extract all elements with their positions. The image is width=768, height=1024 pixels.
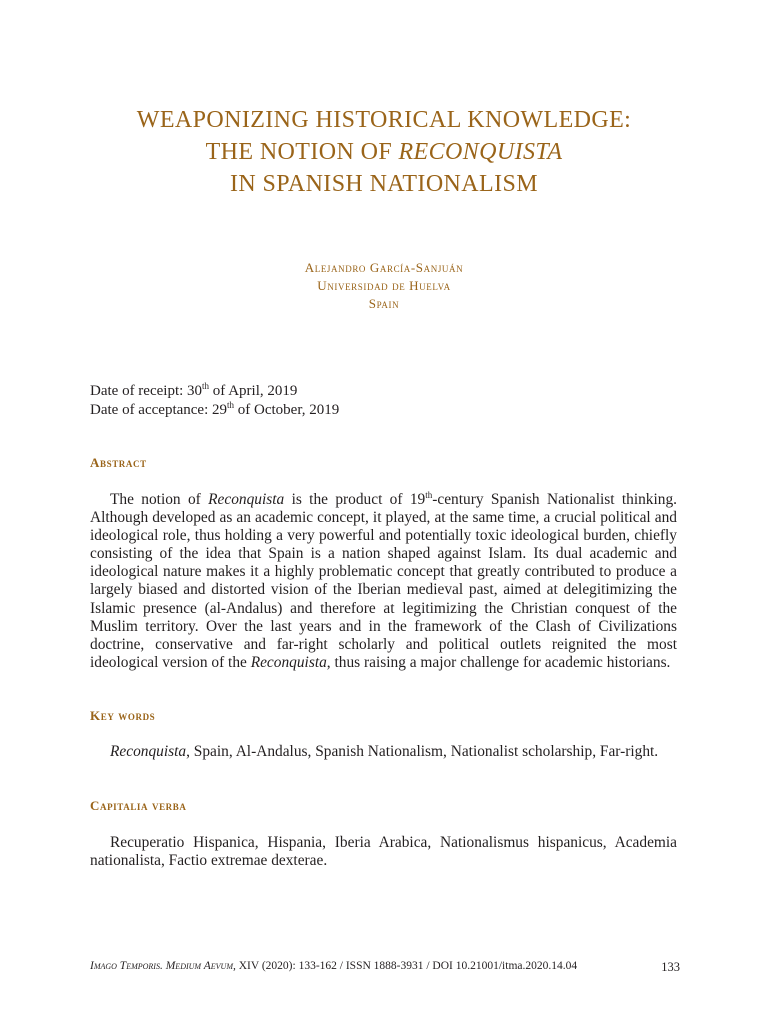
keywords-heading: Key words bbox=[90, 708, 156, 723]
keywords-italic: Reconquista bbox=[110, 743, 187, 760]
receipt-label: Date of receipt: 30 bbox=[90, 383, 203, 399]
title-line-3: IN SPANISH NATIONALISM bbox=[230, 171, 538, 197]
abstract-part-1: The notion of bbox=[110, 491, 209, 508]
capitalia-heading: Capitalia verba bbox=[90, 798, 187, 813]
date-of-acceptance bbox=[90, 401, 680, 420]
abstract-italic-2: Reconquista bbox=[250, 653, 327, 671]
receipt-sup: th bbox=[202, 381, 210, 391]
keywords-text bbox=[90, 743, 677, 761]
acceptance-rest: of October, 2019 bbox=[234, 402, 340, 418]
date-of-receipt bbox=[90, 382, 680, 401]
article-title bbox=[60, 104, 708, 200]
author-affiliation: Universidad de Huelva bbox=[317, 278, 451, 293]
abstract-part-4: , thus raising a major challenge for academic historians. bbox=[326, 653, 671, 671]
footer-citation: XIV (2020): 133-162 / ISSN 1888-3931 / DOI 10.21001/itma.2020.14.04 bbox=[235, 960, 578, 972]
footer-journal: Imago Temporis. Medium Aevum, bbox=[90, 960, 236, 972]
abstract-text bbox=[90, 491, 677, 672]
author-block bbox=[60, 259, 708, 313]
title-line-2-prefix: THE NOTION OF bbox=[205, 139, 399, 165]
author-name: Alejandro García-Sanjuán bbox=[304, 260, 464, 275]
title-line-1: WEAPONIZING HISTORICAL KNOWLEDGE: bbox=[136, 107, 632, 133]
page-footer bbox=[90, 960, 680, 972]
capitalia-text: Recuperatio Hispanica, Hispania, Iberia Arabica, Nationalismus hispanicus, Academia nationalista, Factio extremae dexterae. bbox=[90, 834, 677, 870]
title-line-2-italic: RECONQUISTA bbox=[398, 139, 563, 165]
abstract-italic-1: Reconquista bbox=[208, 491, 285, 508]
abstract-sup: th bbox=[425, 489, 433, 500]
acceptance-label: Date of acceptance: 29 bbox=[90, 402, 227, 418]
author-country: Spain bbox=[368, 296, 400, 311]
abstract-part-2: is the product of 19 bbox=[284, 491, 426, 508]
receipt-rest: of April, 2019 bbox=[209, 383, 298, 399]
dates-block bbox=[90, 382, 680, 420]
keywords-rest: , Spain, Al-Andalus, Spanish Nationalism, Nationalist scholarship, Far-right. bbox=[186, 743, 659, 760]
abstract-part-3: -century Spanish Nationalist thinking. Although developed as an academic concept, it played, at the same time, a crucial political and ideological role, thus holding a very powerful and potentially toxic ideological burden, chiefly consisting of the idea that Spain is a nation shaped against Islam. Its dual academic and ideological nature makes it a highly problematic concept that greatly contributed to produce a largely biased and distorted vision of the Iberian medieval past, aimed at delegitimizing the Islamic presence (al-Andalus) and therefore at legitimizing the Christian conquest of the Muslim territory. Over the last years and in the framework of the Clash of Civilizations doctrine, conservative and far-right scholarly and political outlets reignited the most ideological version of the bbox=[90, 491, 678, 671]
acceptance-sup: th bbox=[227, 400, 235, 410]
abstract-heading: Abstract bbox=[90, 455, 147, 470]
page-number: 133 bbox=[661, 960, 680, 974]
title-line-2 bbox=[60, 136, 708, 168]
